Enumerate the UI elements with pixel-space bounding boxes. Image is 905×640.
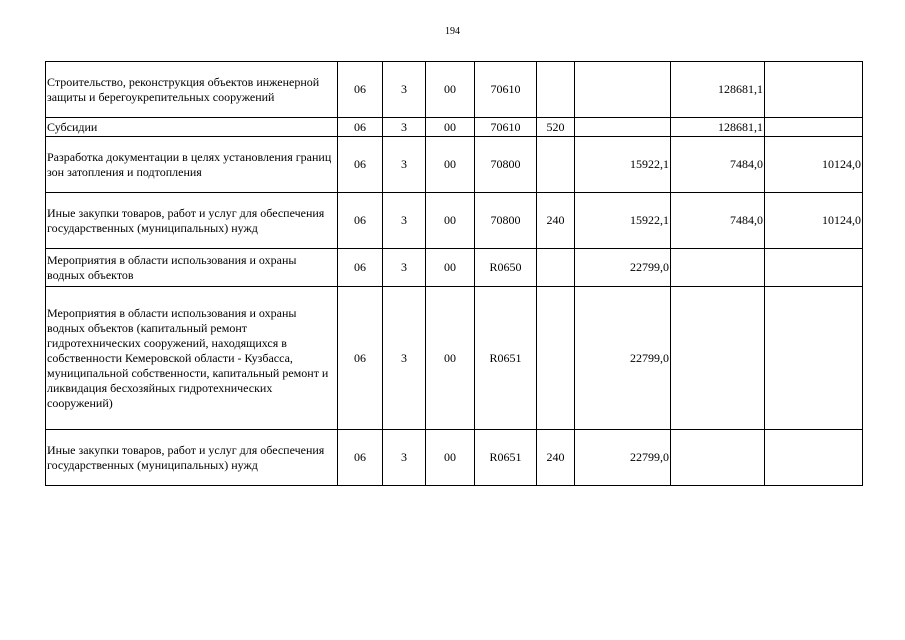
type-cell (537, 287, 575, 430)
table-row (46, 118, 863, 137)
row-name-cell: Субсидии (46, 118, 338, 137)
value-1-cell: 15922,1 (575, 137, 671, 193)
section-cell: 06 (338, 137, 383, 193)
code-cell: 70610 (475, 62, 537, 118)
section-cell: 06 (338, 287, 383, 430)
subsection-cell: 3 (383, 193, 426, 249)
program-cell: 00 (426, 249, 475, 287)
value-2-cell: 128681,1 (671, 62, 765, 118)
code-cell: R0651 (475, 430, 537, 486)
value-3-cell (765, 62, 863, 118)
code-cell: 70610 (475, 118, 537, 137)
table-row (46, 249, 863, 287)
section-cell: 06 (338, 118, 383, 137)
type-cell: 240 (537, 193, 575, 249)
value-2-cell: 7484,0 (671, 137, 765, 193)
table-row (46, 137, 863, 193)
program-cell: 00 (426, 287, 475, 430)
section-cell: 06 (338, 62, 383, 118)
value-2-cell (671, 287, 765, 430)
value-1-cell: 22799,0 (575, 249, 671, 287)
value-3-cell: 10124,0 (765, 193, 863, 249)
code-cell: R0650 (475, 249, 537, 287)
row-name-cell: Строительство, реконструкция объектов инженерной защиты и берегоукрепительных сооружений (46, 62, 338, 118)
value-3-cell (765, 118, 863, 137)
row-name-cell: Мероприятия в области использования и охраны водных объектов (капитальный ремонт гидротехнических сооружений, находящихся в собственности Кемеровской области - Кузбасса, муниципальной собственности, капитальный ремонт и ликвидация бесхозяйных гидротехнических сооружений) (46, 287, 338, 430)
code-cell: R0651 (475, 287, 537, 430)
value-1-cell: 22799,0 (575, 430, 671, 486)
subsection-cell: 3 (383, 430, 426, 486)
table-body (46, 62, 863, 486)
value-1-cell (575, 62, 671, 118)
type-cell (537, 249, 575, 287)
table-row (46, 430, 863, 486)
code-cell: 70800 (475, 137, 537, 193)
type-cell: 240 (537, 430, 575, 486)
value-3-cell: 10124,0 (765, 137, 863, 193)
section-cell: 06 (338, 249, 383, 287)
table-row (46, 62, 863, 118)
program-cell: 00 (426, 62, 475, 118)
row-name-cell: Мероприятия в области использования и охраны водных объектов (46, 249, 338, 287)
subsection-cell: 3 (383, 249, 426, 287)
type-cell (537, 137, 575, 193)
value-3-cell (765, 287, 863, 430)
value-3-cell (765, 249, 863, 287)
code-cell: 70800 (475, 193, 537, 249)
budget-table (45, 61, 863, 486)
subsection-cell: 3 (383, 62, 426, 118)
subsection-cell: 3 (383, 137, 426, 193)
value-3-cell (765, 430, 863, 486)
value-2-cell (671, 430, 765, 486)
program-cell: 00 (426, 137, 475, 193)
program-cell: 00 (426, 430, 475, 486)
subsection-cell: 3 (383, 118, 426, 137)
value-2-cell (671, 249, 765, 287)
row-name-cell: Иные закупки товаров, работ и услуг для обеспечения государственных (муниципальных) нужд (46, 430, 338, 486)
section-cell: 06 (338, 430, 383, 486)
value-2-cell: 7484,0 (671, 193, 765, 249)
type-cell: 520 (537, 118, 575, 137)
row-name-cell: Иные закупки товаров, работ и услуг для обеспечения государственных (муниципальных) нужд (46, 193, 338, 249)
program-cell: 00 (426, 193, 475, 249)
page-number: 194 (445, 26, 460, 37)
section-cell: 06 (338, 193, 383, 249)
value-2-cell: 128681,1 (671, 118, 765, 137)
value-1-cell: 15922,1 (575, 193, 671, 249)
value-1-cell: 22799,0 (575, 287, 671, 430)
table-row (46, 193, 863, 249)
row-name-cell: Разработка документации в целях установления границ зон затопления и подтопления (46, 137, 338, 193)
table-row (46, 287, 863, 430)
type-cell (537, 62, 575, 118)
program-cell: 00 (426, 118, 475, 137)
subsection-cell: 3 (383, 287, 426, 430)
value-1-cell (575, 118, 671, 137)
